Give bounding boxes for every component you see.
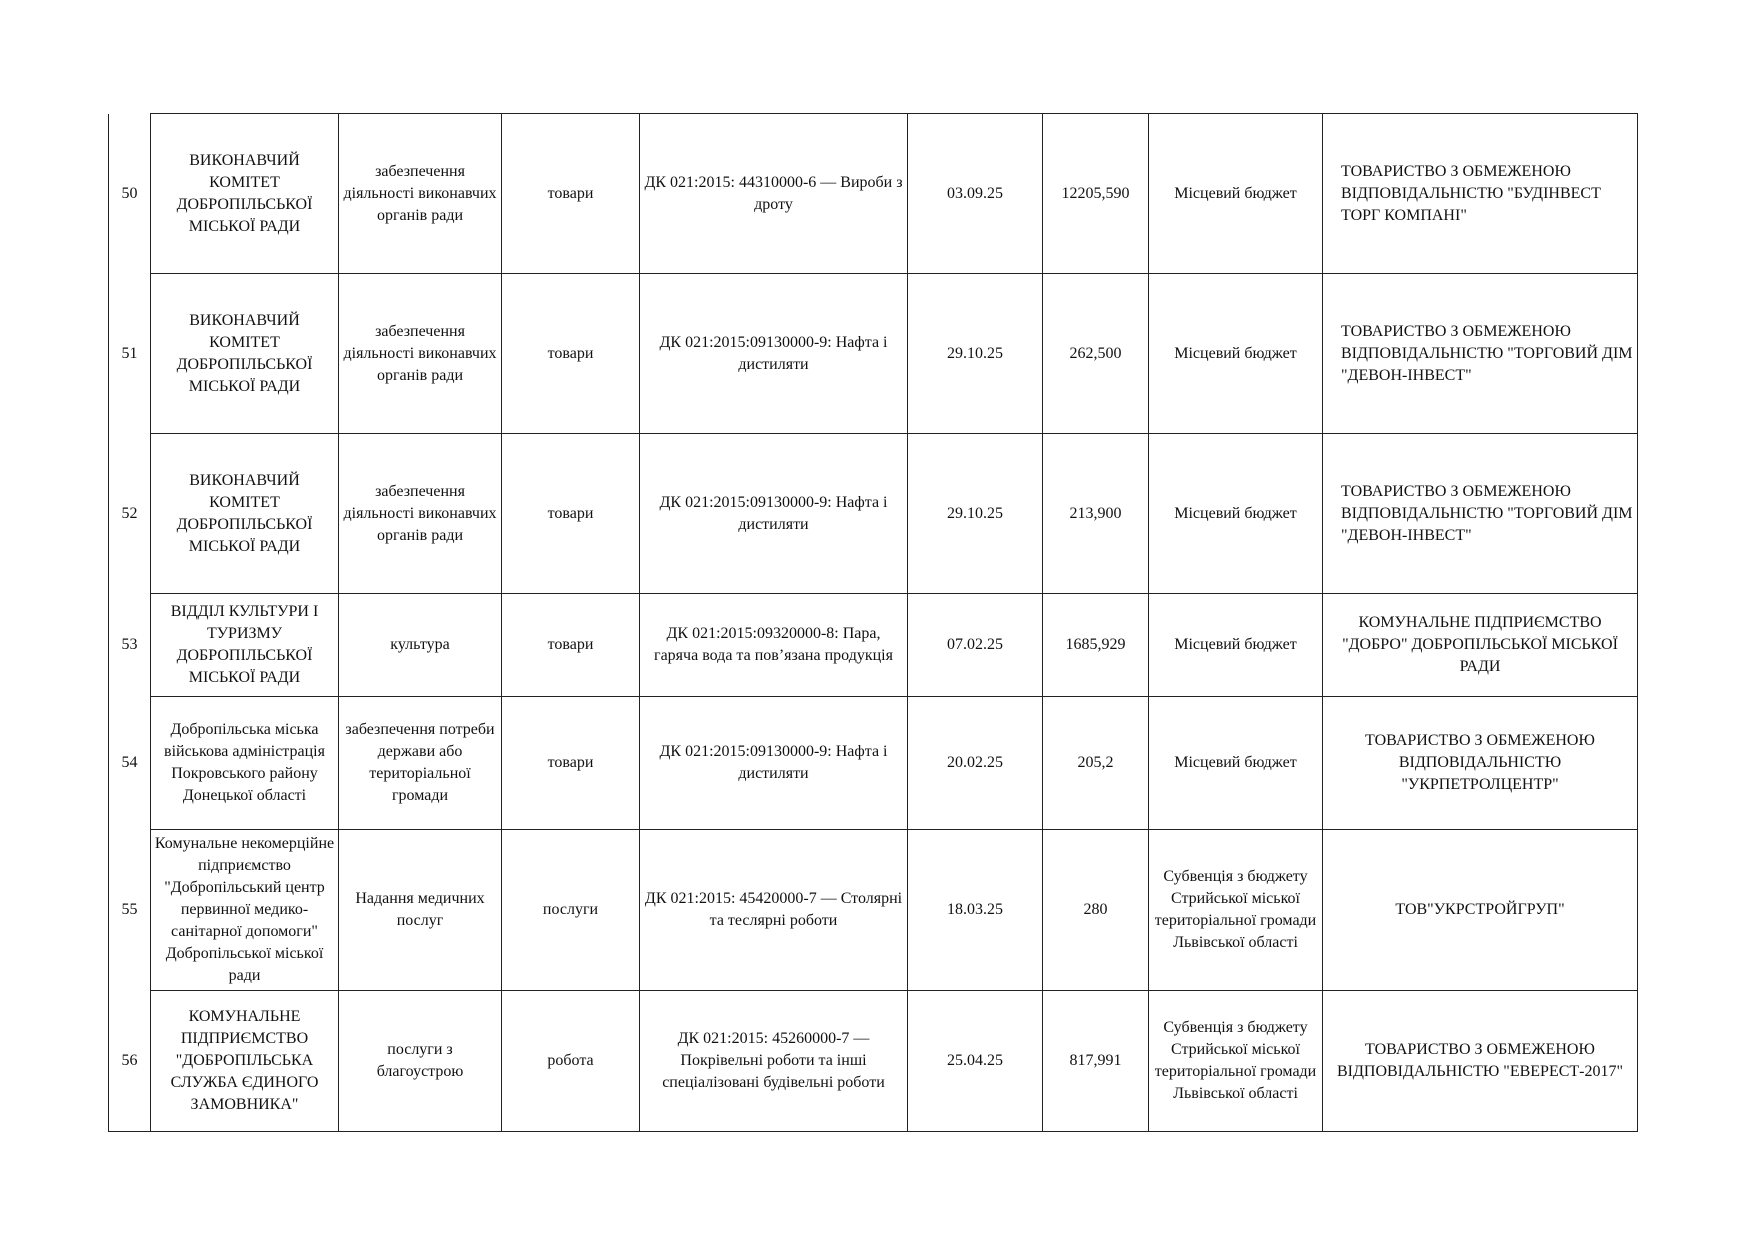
date-cell: 20.02.25 — [908, 697, 1043, 830]
supplier-cell: ТОВАРИСТВО З ОБМЕЖЕНОЮ ВІДПОВІДАЛЬНІСТЮ "ЕВЕРЕСТ-2017" — [1323, 991, 1638, 1132]
cpv-cell: ДК 021:2015: 45260000-7 — Покрівельні роботи та інші спеціалізовані будівельні роботи — [640, 991, 908, 1132]
purpose-cell: забезпечення діяльності виконавчих органів ради — [339, 274, 502, 434]
category-cell: товари — [502, 434, 640, 594]
date-cell: 29.10.25 — [908, 274, 1043, 434]
customer-cell: ВИКОНАВЧИЙ КОМІТЕТ ДОБРОПІЛЬСЬКОЇ МІСЬКОЇ РАДИ — [151, 114, 339, 274]
supplier-cell: ТОВАРИСТВО З ОБМЕЖЕНОЮ ВІДПОВІДАЛЬНІСТЮ "ТОРГОВИЙ ДІМ "ДЕВОН-ІНВЕСТ" — [1323, 434, 1638, 594]
amount-cell: 817,991 — [1043, 991, 1149, 1132]
date-cell: 18.03.25 — [908, 830, 1043, 991]
row-number: 50 — [109, 114, 151, 274]
cpv-cell: ДК 021:2015: 44310000-6 — Вироби з дроту — [640, 114, 908, 274]
amount-cell: 1685,929 — [1043, 594, 1149, 697]
funding-cell: Субвенція з бюджету Стрийської міської територіальної громади Львівської області — [1149, 991, 1323, 1132]
supplier-cell: КОМУНАЛЬНЕ ПІДПРИЄМСТВО "ДОБРО" ДОБРОПІЛЬСЬКОЇ МІСЬКОЇ РАДИ — [1323, 594, 1638, 697]
cpv-cell: ДК 021:2015:09130000-9: Нафта і дистиляти — [640, 697, 908, 830]
date-cell: 03.09.25 — [908, 114, 1043, 274]
category-cell: товари — [502, 114, 640, 274]
amount-cell: 280 — [1043, 830, 1149, 991]
procurement-table — [108, 113, 1638, 1132]
category-cell: послуги — [502, 830, 640, 991]
row-number: 51 — [109, 274, 151, 434]
amount-cell: 213,900 — [1043, 434, 1149, 594]
customer-cell: ВИКОНАВЧИЙ КОМІТЕТ ДОБРОПІЛЬСЬКОЇ МІСЬКОЇ РАДИ — [151, 274, 339, 434]
customer-cell: Добропільська міська військова адміністрація Покровського району Донецької області — [151, 697, 339, 830]
date-cell: 29.10.25 — [908, 434, 1043, 594]
table-row — [109, 274, 1638, 434]
date-cell: 07.02.25 — [908, 594, 1043, 697]
table-row — [109, 697, 1638, 830]
category-cell: товари — [502, 274, 640, 434]
row-number: 54 — [109, 697, 151, 830]
row-number: 56 — [109, 991, 151, 1132]
category-cell: товари — [502, 697, 640, 830]
purpose-cell: забезпечення потреби держави або територіальної громади — [339, 697, 502, 830]
row-number: 53 — [109, 594, 151, 697]
customer-cell: ВИКОНАВЧИЙ КОМІТЕТ ДОБРОПІЛЬСЬКОЇ МІСЬКОЇ РАДИ — [151, 434, 339, 594]
purpose-cell: Надання медичних послуг — [339, 830, 502, 991]
cpv-cell: ДК 021:2015: 45420000-7 — Столярні та теслярні роботи — [640, 830, 908, 991]
table-row — [109, 434, 1638, 594]
funding-cell: Місцевий бюджет — [1149, 434, 1323, 594]
purpose-cell: культура — [339, 594, 502, 697]
customer-cell: КОМУНАЛЬНЕ ПІДПРИЄМСТВО "ДОБРОПІЛЬСЬКА СЛУЖБА ЄДИНОГО ЗАМОВНИКА" — [151, 991, 339, 1132]
amount-cell: 262,500 — [1043, 274, 1149, 434]
table-row — [109, 114, 1638, 274]
category-cell: робота — [502, 991, 640, 1132]
amount-cell: 205,2 — [1043, 697, 1149, 830]
supplier-cell: ТОВАРИСТВО З ОБМЕЖЕНОЮ ВІДПОВІДАЛЬНІСТЮ "БУДІНВЕСТ ТОРГ КОМПАНІ" — [1323, 114, 1638, 274]
purpose-cell: забезпечення діяльності виконавчих органів ради — [339, 114, 502, 274]
funding-cell: Місцевий бюджет — [1149, 697, 1323, 830]
customer-cell: Комунальне некомерційне підприємство "Добропільський центр первинної медико-санітарної допомоги" Добропільської міської ради — [151, 830, 339, 991]
supplier-cell: ТОВ"УКРСТРОЙГРУП" — [1323, 830, 1638, 991]
supplier-cell: ТОВАРИСТВО З ОБМЕЖЕНОЮ ВІДПОВІДАЛЬНІСТЮ "УКРПЕТРОЛЦЕНТР" — [1323, 697, 1638, 830]
date-cell: 25.04.25 — [908, 991, 1043, 1132]
funding-cell: Місцевий бюджет — [1149, 114, 1323, 274]
row-number: 55 — [109, 830, 151, 991]
cpv-cell: ДК 021:2015:09130000-9: Нафта і дистиляти — [640, 434, 908, 594]
supplier-cell: ТОВАРИСТВО З ОБМЕЖЕНОЮ ВІДПОВІДАЛЬНІСТЮ "ТОРГОВИЙ ДІМ "ДЕВОН-ІНВЕСТ" — [1323, 274, 1638, 434]
cpv-cell: ДК 021:2015:09130000-9: Нафта і дистиляти — [640, 274, 908, 434]
table-row — [109, 830, 1638, 991]
table-row — [109, 991, 1638, 1132]
funding-cell: Субвенція з бюджету Стрийської міської територіальної громади Львівської області — [1149, 830, 1323, 991]
cpv-cell: ДК 021:2015:09320000-8: Пара, гаряча вода та пов’язана продукція — [640, 594, 908, 697]
category-cell: товари — [502, 594, 640, 697]
funding-cell: Місцевий бюджет — [1149, 274, 1323, 434]
table-row — [109, 594, 1638, 697]
amount-cell: 12205,590 — [1043, 114, 1149, 274]
funding-cell: Місцевий бюджет — [1149, 594, 1323, 697]
customer-cell: ВІДДІЛ КУЛЬТУРИ І ТУРИЗМУ ДОБРОПІЛЬСЬКОЇ МІСЬКОЇ РАДИ — [151, 594, 339, 697]
purpose-cell: забезпечення діяльності виконавчих органів ради — [339, 434, 502, 594]
row-number: 52 — [109, 434, 151, 594]
purpose-cell: послуги з благоустрою — [339, 991, 502, 1132]
